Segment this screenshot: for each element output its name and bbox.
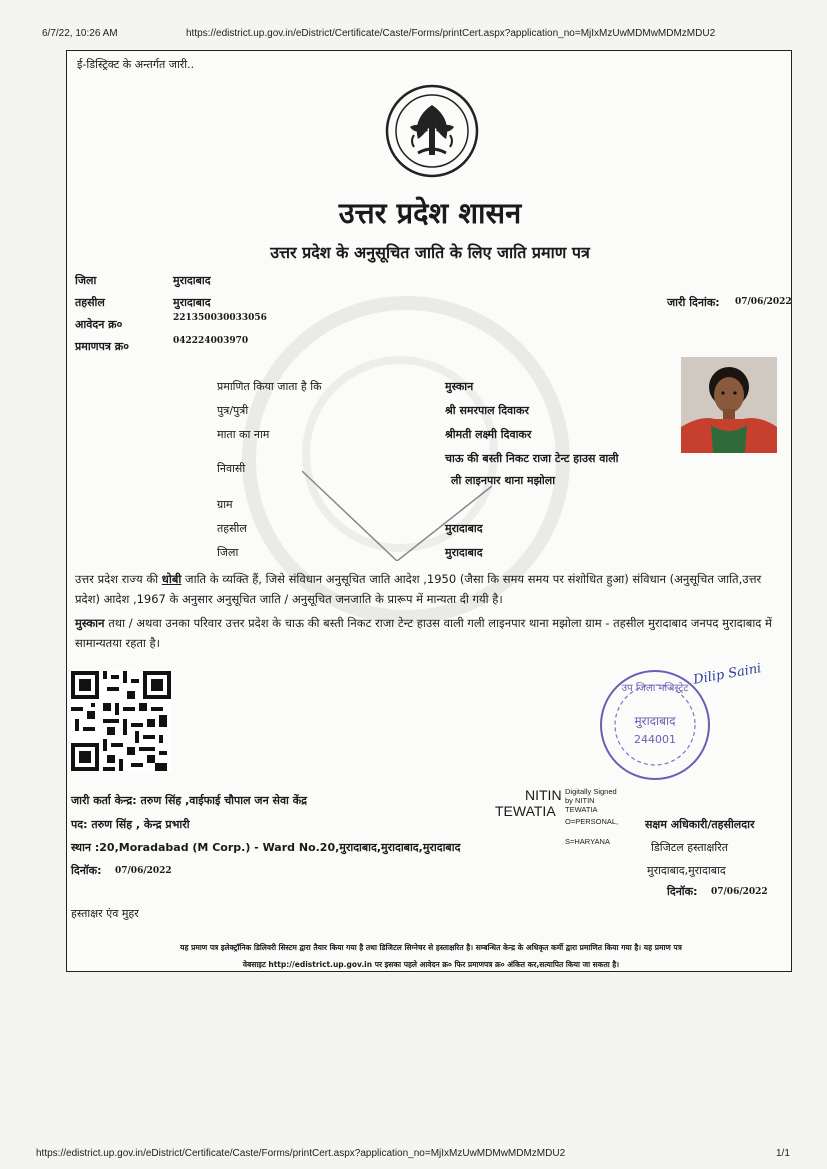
district-value: मुरादाबाद bbox=[173, 274, 211, 287]
detail-district-value: मुरादाबाद bbox=[445, 546, 483, 559]
tehsil-label: तहसील bbox=[75, 296, 105, 309]
applicant-photo bbox=[681, 357, 777, 453]
signature-detail-4: O=PERSONAL, bbox=[565, 817, 619, 826]
issuing-center: जारी कर्ता केन्द्र: तरुण सिंह ,वाईफाई चौपाल जन सेवा केंद्र bbox=[71, 794, 308, 807]
sign-and-stamp-label: हस्ताक्षर एंव मुहर bbox=[71, 907, 139, 920]
signer-name-line2: TEWATIA bbox=[495, 803, 556, 819]
print-url: https://edistrict.up.gov.in/eDistrict/Certificate/Caste/Forms/printCert.aspx?application_no=MjIxMzUwMDMwMDMzMDU2 bbox=[186, 28, 716, 39]
notice-line-1: यह प्रमाण पत्र इलेक्ट्रॉनिक डिलिवरी सिस्टम द्वारा तैयार किया गया है तथा डिजिटल सिग्नेचर से हस्ताक्षरित है। सम्बन्धित केन्द्र के अधिकृत कर्मी द्वारा प्रमाणित किया गया है। यह प्रमाण पत्र bbox=[180, 943, 682, 952]
certificate-title: उत्तर प्रदेश के अनुसूचित जाति के लिए जाति प्रमाण पत्र bbox=[270, 243, 590, 262]
residence-statement: मुस्कान तथा / अथवा उनका परिवार उत्तर प्रदेश के चाऊ की बस्ती निकट राजा टेन्ट हाउस वाली गली लाइनपार थाना मझोला ग्राम - तहसील मुरादाबाद जनपद मुरादाबाद में सामान्यतया रहता है। bbox=[75, 616, 772, 650]
notice-line-2: वेबसाइट http://edistrict.up.gov.in पर इसका पहले आवेदन क्र० फिर प्रमाणपत्र क्र० अंकित कर,सत्यापित किया जा सकता है। bbox=[242, 960, 620, 969]
residence-applicant-name: मुस्कान bbox=[75, 616, 105, 630]
father-name: श्री समरपाल दिवाकर bbox=[445, 404, 529, 417]
edistrict-note: ई-डिस्ट्रिक्ट के अन्तर्गत जारी.. bbox=[77, 58, 195, 71]
resident-address-line1: चाऊ की बस्ती निकट राजा टेन्ट हाउस वाली bbox=[445, 452, 619, 465]
parent-label: पुत्र/पुत्री bbox=[217, 404, 249, 417]
resident-address-line2: ली लाइनपार थाना मझोला bbox=[451, 474, 556, 487]
village-label: ग्राम bbox=[217, 498, 233, 511]
issuer-post: पद: तरुण सिंह , केन्द्र प्रभारी bbox=[71, 818, 190, 831]
caste-name: धोबी bbox=[161, 572, 182, 586]
district-label: जिला bbox=[75, 274, 97, 287]
signature-detail-1: Digitally Signed bbox=[565, 787, 617, 796]
certificate-number: 042224003970 bbox=[173, 336, 249, 346]
certificate-number-label: प्रमाणपत्र क्र० bbox=[75, 340, 129, 353]
detail-tehsil-label: तहसील bbox=[217, 522, 247, 535]
detail-district-label: जिला bbox=[217, 546, 239, 559]
issuer-place: स्थान :20,Moradabad (M Corp.) - Ward No.20,मुरादाबाद,मुरादाबाद,मुरादाबाद bbox=[71, 841, 461, 854]
authority-date-value: 07/06/2022 bbox=[711, 887, 768, 897]
application-number: 221350030033056 bbox=[173, 313, 267, 323]
signature-detail-2: by NITIN bbox=[565, 796, 595, 805]
issuer-date-label: दिनॉक: bbox=[71, 864, 102, 877]
qr-code bbox=[71, 671, 171, 771]
print-datetime: 6/7/22, 10:26 AM bbox=[42, 28, 118, 39]
mother-name: श्रीमती लक्ष्मी दिवाकर bbox=[445, 428, 532, 441]
page-title: उत्तर प्रदेश शासन bbox=[338, 196, 522, 230]
seal-top-text: उप जिला मजिस्ट्रेट bbox=[621, 683, 689, 694]
certificate bbox=[66, 50, 792, 972]
issuer-date-value: 07/06/2022 bbox=[115, 866, 172, 876]
caste-statement: उत्तर प्रदेश राज्य की धोबी जाति के व्यक्ति हैं, जिसे संविधान अनुसूचित जाति आदेश ,1950 (जैसा कि समय समय पर संशोधित हुआ) संविधान (अनुसूचित जाति,उत्तर प्रदेश) आदेश ,1967 के अनुसार अनुसूचित जाति / अनुसूचित जनजाति के प्रारूप में मान्यता दी गयी है। bbox=[75, 572, 762, 606]
certified-label: प्रमाणित किया जाता है कि bbox=[217, 380, 322, 393]
verification-notice bbox=[75, 939, 787, 973]
authority-title: सक्षम अधिकारी/तहसीलदार bbox=[645, 818, 755, 831]
print-page-number: 1/1 bbox=[776, 1148, 790, 1159]
up-govt-emblem-icon bbox=[384, 83, 480, 179]
signature-detail-5: S=HARYANA bbox=[565, 837, 610, 846]
issue-date-value: 07/06/2022 bbox=[735, 297, 792, 307]
seal-center-text: मुरादाबाद bbox=[634, 714, 676, 728]
signature-detail-3: TEWATIA bbox=[565, 805, 598, 814]
authority-digital-signed: डिजिटल हस्ताक्षरित bbox=[651, 841, 728, 854]
detail-tehsil-value: मुरादाबाद bbox=[445, 522, 483, 535]
seal-pin: 244001 bbox=[634, 733, 676, 746]
application-label: आवेदन क्र० bbox=[75, 318, 123, 331]
authority-date-label: दिनॉक: bbox=[667, 885, 698, 898]
signer-name-line1: NITIN bbox=[525, 787, 562, 803]
applicant-name: मुस्कान bbox=[445, 380, 474, 393]
handwritten-signature: Dilip Saini bbox=[692, 661, 763, 688]
tehsil-value: मुरादाबाद bbox=[173, 296, 211, 309]
authority-location: मुरादाबाद,मुरादाबाद bbox=[647, 864, 726, 877]
mother-label: माता का नाम bbox=[217, 428, 270, 441]
resident-label: निवासी bbox=[217, 462, 246, 475]
issue-date-label: जारी दिनांक: bbox=[667, 296, 720, 309]
print-footer-url: https://edistrict.up.gov.in/eDistrict/Certificate/Caste/Forms/printCert.aspx?application_no=MjIxMzUwMDMwMDMzMDU2 bbox=[36, 1148, 566, 1159]
